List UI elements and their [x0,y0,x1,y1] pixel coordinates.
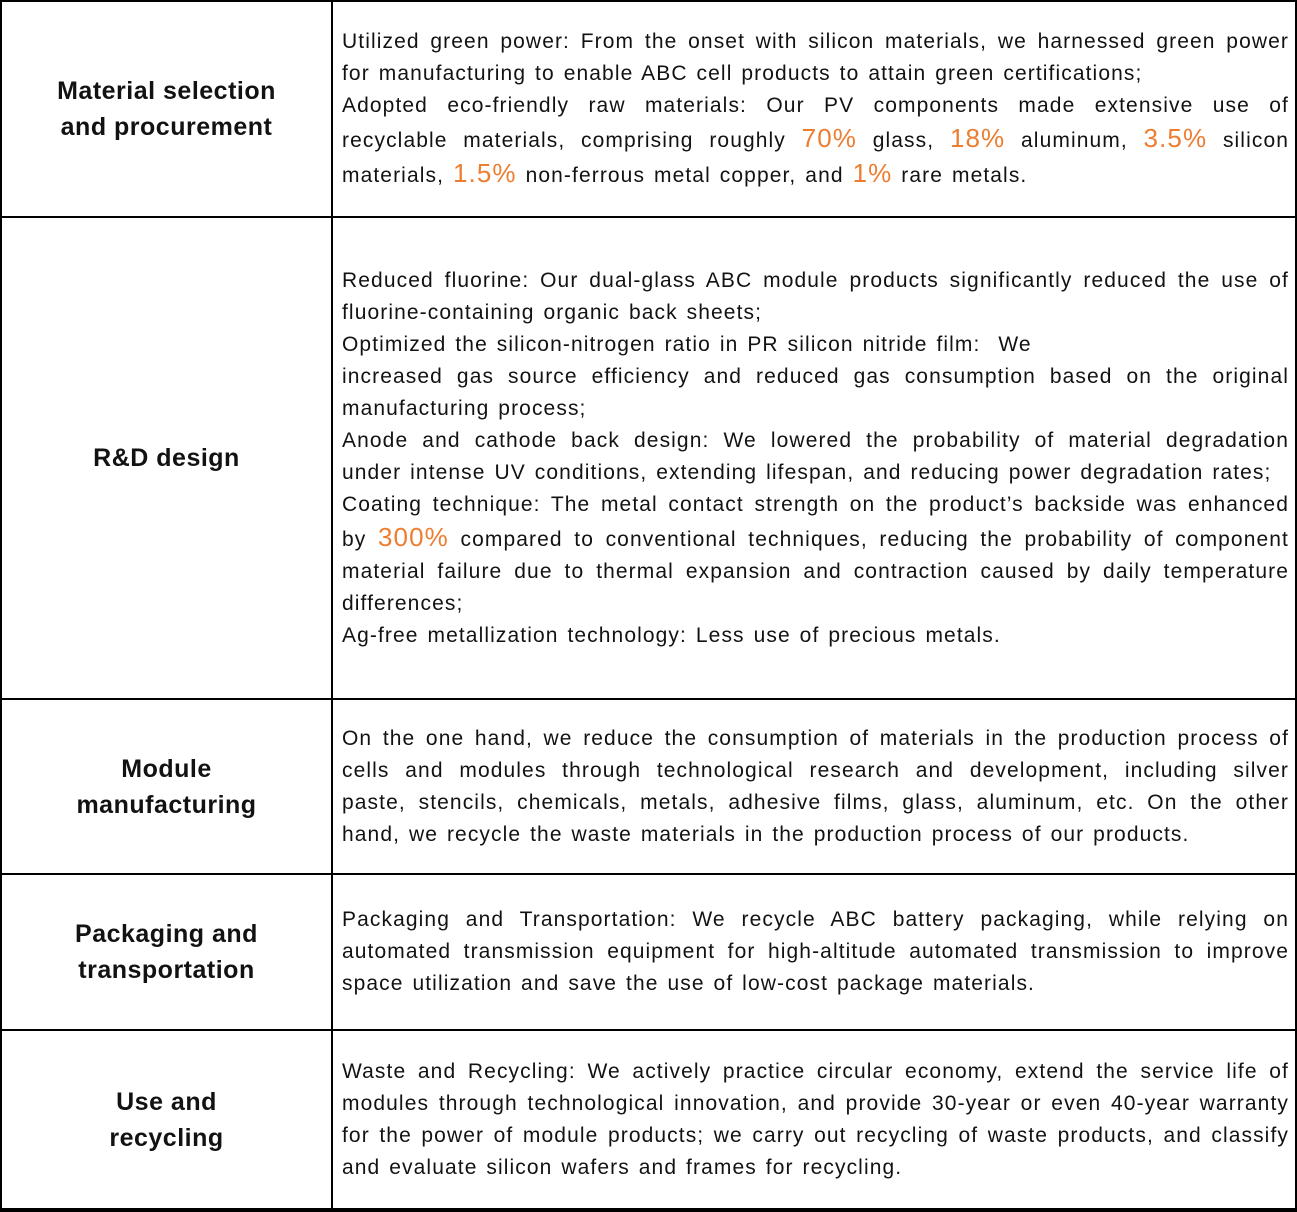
paragraph [342,329,1289,425]
paragraph [342,425,1289,489]
highlight-percentage: 70% [801,123,857,153]
text-segment: Ag-free metallization technology: Less use of precious metals. [342,623,1001,647]
paragraph [342,90,1289,192]
text-segment: Packaging and Transportation: We recycle ABC battery packaging, while relying on automated transmission equipment for high-altitude automated transmission to improve space utilization and save the use of low-cost package materials. [342,908,1289,995]
highlight-percentage: 1% [852,158,893,188]
table-row [2,2,1295,218]
text-segment: Optimized the silicon-nitrogen ratio in PR silicon nitride film: We [342,332,1032,356]
highlight-percentage: 1.5% [452,158,517,188]
row-content [333,2,1295,216]
row-label: Material selection and procurement [2,2,333,216]
highlight-percentage: 3.5% [1143,123,1208,153]
row-content [333,218,1295,698]
text-segment: non-ferrous metal copper, and [516,164,853,187]
text-segment: Anode and cathode back design: We lowered the probability of material degradation under intense UV conditions, extending lifespan, and reducing power degradation rates; [342,428,1289,484]
text-segment: aluminum, [1005,129,1144,152]
row-content [333,875,1295,1029]
row-label: Packaging and transportation [2,875,333,1029]
text-segment: compared to conventional techniques, reducing the probability of component material failure due to thermal expansion and contraction caused by daily temperature differences; [342,527,1289,615]
text-segment: Utilized green power: From the onset with silicon materials, we harnessed green power for manufacturing to enable ABC cell products to attain green certifications; [342,30,1289,85]
paragraph [342,26,1289,90]
row-content [333,1031,1295,1208]
row-label: Module manufacturing [2,700,333,873]
paragraph [342,265,1289,329]
table-row [2,700,1295,875]
row-label: R&D design [2,218,333,698]
paragraph [342,904,1289,1000]
paragraph [342,620,1289,652]
table-row [2,1031,1295,1208]
text-segment: On the one hand, we reduce the consumption of materials in the production process of cells and modules through technological research and development, including silver paste, stencils, chemicals, metals, adhesive films, glass, aluminum, etc. On the other hand, we recycle the waste materials in the production process of our products. [342,726,1289,846]
paragraph [342,723,1289,851]
text-segment: Waste and Recycling: We actively practice circular economy, extend the service life of modules through technological innovation, and provide 30-year or even 40-year warranty for the power of module products; we carry out recycling of waste products, and classify and evaluate silicon wafers and frames for recycling. [342,1059,1289,1179]
text-segment: rare metals. [892,164,1028,187]
text-segment: Adopted eco-friendly raw materials: Our PV components made extensive use of recyclable materials, comprising roughly [342,94,1289,152]
paragraph [342,1056,1289,1184]
row-content [333,700,1295,873]
row-label: Use and recycling [2,1031,333,1208]
text-segment: Reduced fluorine: Our dual-glass ABC module products significantly reduced the use of fluorine-containing organic back sheets; [342,268,1289,324]
text-segment: Coating technique: The metal contact strength on the product’s backside was enhanced by [342,492,1289,551]
table-row [2,218,1295,700]
paragraph [342,489,1289,620]
highlight-percentage: 300% [377,521,449,552]
text-segment: increased gas source efficiency and reduced gas consumption based on the original manufacturing process; [342,364,1289,420]
table-row [2,875,1295,1031]
text-segment: silicon materials, [342,129,1289,187]
text-segment: glass, [856,129,950,152]
highlight-percentage: 18% [949,123,1006,153]
